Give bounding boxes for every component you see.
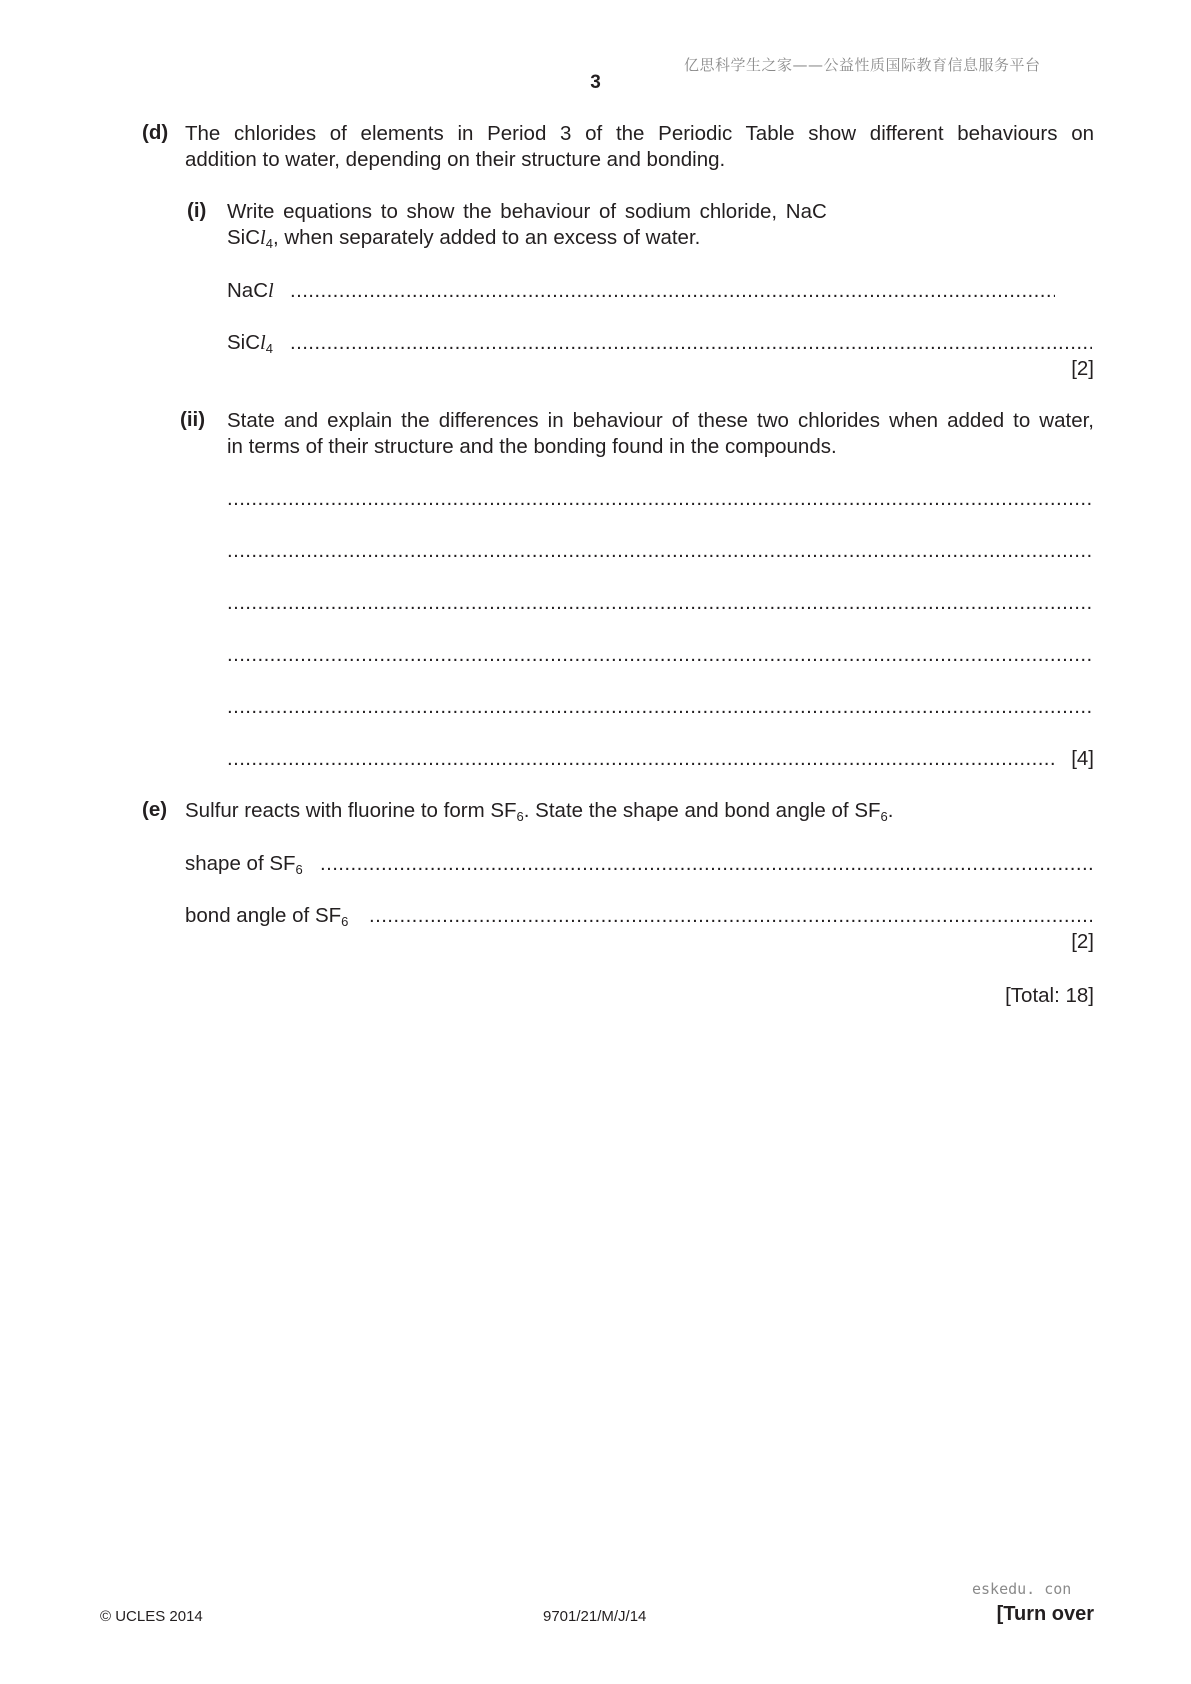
part-d-label: (d)	[142, 121, 169, 144]
bond-angle-label-text: bond angle of SF	[185, 904, 342, 927]
nacl-formula-prefix: NaC	[227, 279, 269, 302]
bond-angle-label	[185, 903, 348, 929]
part-d-ii-line2: in terms of their structure and the bonding found in the compounds.	[227, 435, 837, 458]
part-e-text-c: .	[887, 799, 894, 822]
footer-watermark: eskedu. con	[972, 1580, 1072, 1598]
part-d-ii-answer-line-6[interactable]	[227, 746, 1055, 772]
total-marks: [Total: 18]	[1005, 984, 1094, 1007]
subscript-6: 6	[295, 862, 303, 877]
subscript-4: 4	[265, 236, 273, 251]
sicl4-answer-label	[227, 330, 273, 356]
turn-over: [Turn over	[996, 1603, 1094, 1625]
part-e-marks: [2]	[1071, 930, 1094, 953]
part-d-intro-line2: addition to water, depending on their structure and bonding.	[185, 148, 726, 171]
header-watermark: 亿思科学生之家——公益性质国际教育信息服务平台	[684, 56, 1041, 74]
chlorine-italic-l: l	[260, 332, 266, 354]
bond-angle-answer-line[interactable]	[369, 903, 1092, 929]
part-e-question	[185, 798, 893, 824]
subscript-6: 6	[341, 914, 349, 929]
chlorine-italic-l: l	[260, 227, 266, 249]
part-e-text-b: . State the shape and bond angle of SF	[523, 799, 881, 822]
footer-copyright: © UCLES 2014	[100, 1608, 203, 1625]
sicl4-answer-line[interactable]	[290, 330, 1092, 356]
part-d-i-label: (i)	[187, 199, 207, 222]
part-d-ii-marks: [4]	[1071, 747, 1094, 770]
part-d-ii-line1: State and explain the differences in behaviour of these two chlorides when added to water,	[227, 409, 1094, 432]
part-d-i-line2-rest: , when separately added to an excess of water.	[272, 226, 701, 249]
part-d-intro-line1: The chlorides of elements in Period 3 of the Periodic Table show different behaviours on	[185, 122, 1094, 145]
part-d-ii-label: (ii)	[180, 408, 206, 431]
chlorine-italic-l: l	[268, 280, 274, 302]
footer-paper-code: 9701/21/M/J/14	[543, 1608, 647, 1625]
part-d-i-line1: Write equations to show the behaviour of sodium chloride, NaC	[227, 200, 827, 223]
nacl-answer-line[interactable]	[290, 278, 1055, 304]
page-number: 3	[590, 72, 601, 93]
shape-label-text: shape of SF	[185, 852, 296, 875]
subscript-4: 4	[265, 341, 273, 356]
part-d-ii-answer-line-2[interactable]	[227, 538, 1092, 564]
part-d-ii-answer-line-4[interactable]	[227, 642, 1092, 668]
sicl4-formula-prefix: SiC	[227, 331, 261, 354]
subscript-6: 6	[880, 809, 888, 824]
shape-label	[185, 851, 303, 877]
part-d-ii-answer-line-1[interactable]	[227, 486, 1092, 512]
nacl-answer-label	[227, 278, 274, 304]
subscript-6: 6	[516, 809, 524, 824]
part-e-text-a: Sulfur reacts with fluorine to form SF	[185, 799, 517, 822]
part-d-ii-answer-line-5[interactable]	[227, 694, 1092, 720]
part-d-ii-answer-line-3[interactable]	[227, 590, 1092, 616]
sicl4-formula-prefix: SiC	[227, 226, 261, 249]
shape-answer-line[interactable]	[320, 851, 1092, 877]
part-d-i-marks: [2]	[1071, 357, 1094, 380]
part-e-label: (e)	[142, 798, 168, 821]
part-d-i-line2	[227, 225, 700, 251]
